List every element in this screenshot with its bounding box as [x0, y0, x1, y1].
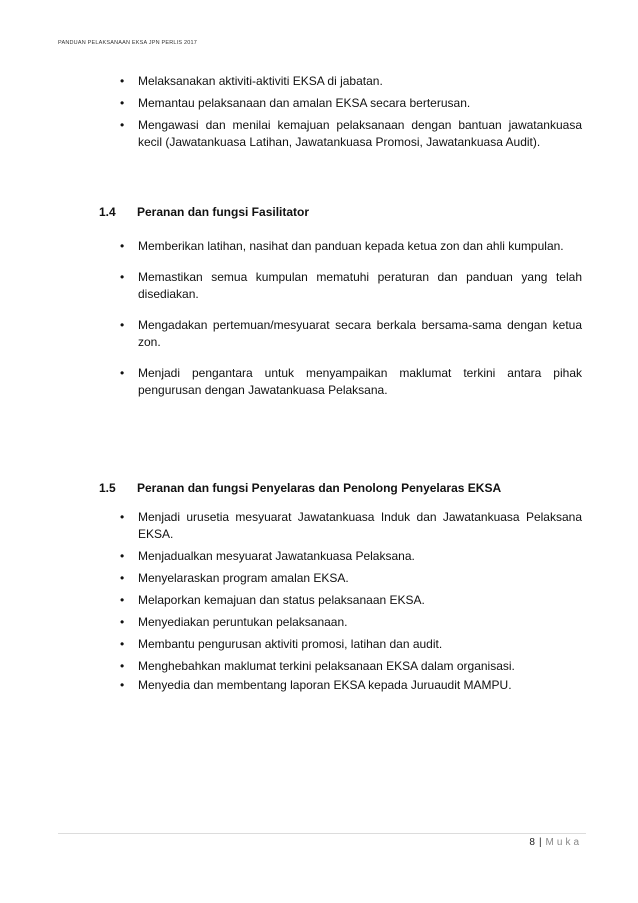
list-item: • Menyelaraskan program amalan EKSA.: [120, 570, 582, 587]
list-item: • Melaporkan kemajuan dan status pelaksanaan EKSA.: [120, 592, 582, 609]
footer-label: Muka: [545, 837, 582, 848]
list-item: • Menyedia dan membentang laporan EKSA kepada Juruaudit MAMPU.: [120, 677, 582, 694]
list-item: • Menjadi urusetia mesyuarat Jawatankuasa Induk dan Jawatankuasa Pelaksana EKSA.: [120, 509, 582, 543]
list-item: • Memastikan semua kumpulan mematuhi peraturan dan panduan yang telah disediakan.: [120, 269, 582, 303]
section-number: 1.5: [99, 481, 116, 495]
list-item: • Memberikan latihan, nasihat dan panduan kepada ketua zon dan ahli kumpulan.: [120, 238, 582, 255]
list-item: • Memantau pelaksanaan dan amalan EKSA secara berterusan.: [120, 95, 582, 112]
list-item: • Menjadualkan mesyuarat Jawatankuasa Pelaksana.: [120, 548, 582, 565]
list-item: • Menyediakan peruntukan pelaksanaan.: [120, 614, 582, 631]
list-item: • Mengadakan pertemuan/mesyuarat secara berkala bersama-sama dengan ketua zon.: [120, 317, 582, 351]
list-item: • Membantu pengurusan aktiviti promosi, latihan dan audit.: [120, 636, 582, 653]
footer-divider: [58, 833, 586, 834]
section-number: 1.4: [99, 205, 116, 219]
section-1-4-list: [120, 238, 582, 399]
page-header: PANDUAN PELAKSANAAN EKSA JPN PERLIS 2017: [58, 40, 198, 46]
footer-separator: |: [538, 837, 542, 848]
list-item: • Menjadi pengantara untuk menyampaikan maklumat terkini antara pihak pengurusan dengan Jawatankuasa Pelaksana.: [120, 365, 582, 399]
list-item: • Menghebahkan maklumat terkini pelaksanaan EKSA dalam organisasi.: [120, 658, 582, 675]
page-footer: [529, 837, 582, 848]
section-title: Peranan dan fungsi Penyelaras dan Penolong Penyelaras EKSA: [137, 481, 502, 495]
section-title: Peranan dan fungsi Fasilitator: [137, 205, 310, 219]
section-1-5-list: [120, 509, 582, 694]
page-number: 8: [529, 837, 535, 848]
list-item: • Melaksanakan aktiviti-aktiviti EKSA di jabatan.: [120, 73, 582, 90]
list-item: • Mengawasi dan menilai kemajuan pelaksanaan dengan bantuan jawatankuasa kecil (Jawatankuasa Latihan, Jawatankuasa Promosi, Jawatankuasa Audit).: [120, 117, 582, 151]
top-bullet-list: [120, 73, 582, 151]
